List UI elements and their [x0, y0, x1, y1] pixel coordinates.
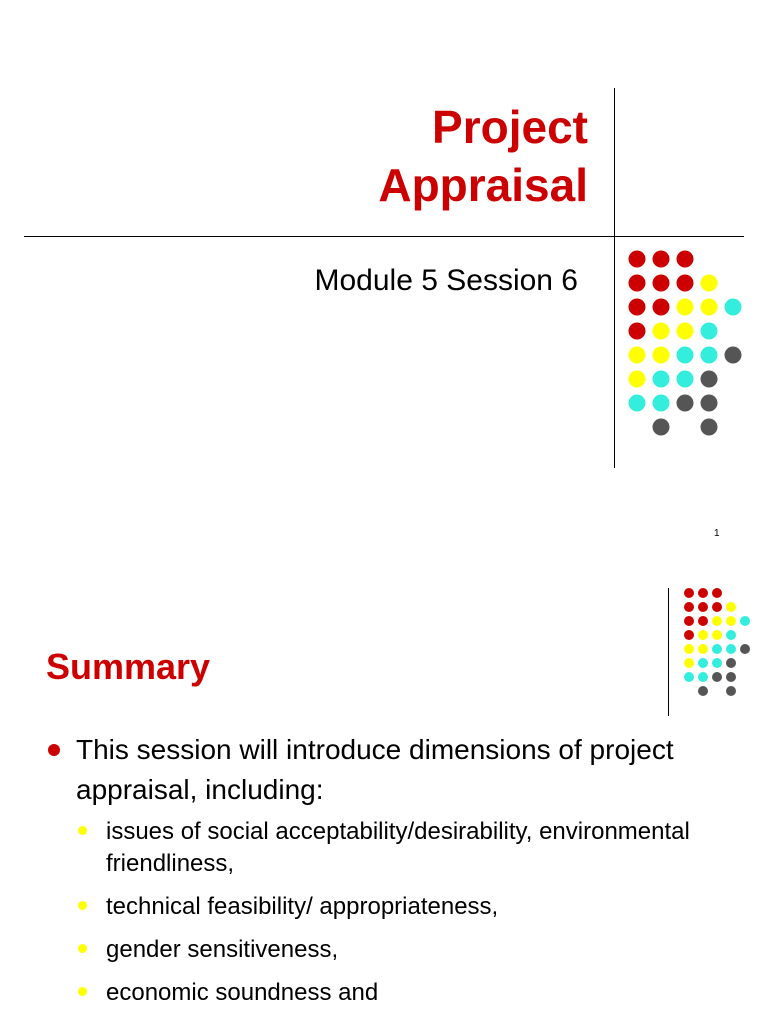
dot-gray: [726, 686, 736, 696]
dot-cyan: [712, 658, 722, 668]
dot-cyan: [677, 347, 694, 364]
dot-gray: [712, 672, 722, 682]
dot-red: [653, 299, 670, 316]
red-bullet-icon: [48, 744, 60, 756]
sub-bullet-item: [76, 816, 706, 880]
dot-yellow: [698, 630, 708, 640]
dot-cyan: [629, 395, 646, 412]
page-number: 1: [714, 528, 720, 539]
dot-red: [629, 323, 646, 340]
dot-yellow: [629, 347, 646, 364]
sub-bullet-text: gender sensitiveness,: [106, 936, 339, 963]
sub-bullet-text: technical feasibility/ appropriateness,: [106, 893, 499, 920]
dot-yellow: [698, 644, 708, 654]
sub-bullet-item: [76, 934, 706, 966]
dot-yellow: [701, 275, 718, 292]
dot-yellow: [726, 602, 736, 612]
dot-gray: [701, 419, 718, 436]
dot-red: [677, 275, 694, 292]
dot-gray: [677, 395, 694, 412]
dot-yellow: [684, 644, 694, 654]
yellow-bullet-icon: [78, 826, 87, 835]
dot-cyan: [698, 658, 708, 668]
sub-bullet-text: issues of social acceptability/desirability, environmental friendliness,: [106, 818, 690, 877]
dot-red: [698, 588, 708, 598]
dot-cyan: [726, 644, 736, 654]
dot-cyan: [726, 630, 736, 640]
dot-red: [712, 588, 722, 598]
title-line-1: Project: [432, 101, 588, 153]
dot-red: [712, 602, 722, 612]
dot-red: [684, 588, 694, 598]
dot-gray: [725, 347, 742, 364]
dot-cyan: [701, 323, 718, 340]
dot-cyan: [725, 299, 742, 316]
dot-yellow: [677, 299, 694, 316]
bullet-item: [46, 730, 716, 1009]
summary-slide: [0, 560, 768, 1024]
dot-gray: [726, 658, 736, 668]
dot-yellow: [653, 323, 670, 340]
dot-red: [684, 630, 694, 640]
dot-cyan: [653, 395, 670, 412]
slide-title: Summary: [46, 646, 211, 687]
dot-gray: [653, 419, 670, 436]
dot-red: [629, 275, 646, 292]
dot-cyan: [653, 371, 670, 388]
dot-yellow: [629, 371, 646, 388]
dot-red: [653, 251, 670, 268]
sub-bullet-list: [76, 816, 716, 1009]
dot-red: [629, 251, 646, 268]
dot-yellow: [726, 616, 736, 626]
sub-bullet-item: [76, 977, 706, 1009]
dot-red: [698, 602, 708, 612]
dot-yellow: [684, 658, 694, 668]
dot-red: [698, 616, 708, 626]
dot-cyan: [712, 644, 722, 654]
dot-cyan: [677, 371, 694, 388]
bullet-text: This session will introduce dimensions of project appraisal, including:: [76, 734, 674, 805]
dot-cyan: [740, 616, 750, 626]
dot-yellow: [712, 616, 722, 626]
slide-subtitle: Module 5 Session 6: [314, 264, 578, 297]
bullet-list: [46, 730, 716, 1020]
dot-red: [629, 299, 646, 316]
dot-gray: [701, 395, 718, 412]
dot-cyan: [684, 672, 694, 682]
dot-red: [684, 602, 694, 612]
dot-yellow: [677, 323, 694, 340]
dot-cyan: [698, 672, 708, 682]
sub-bullet-text: economic soundness and: [106, 979, 379, 1006]
yellow-bullet-icon: [78, 944, 87, 953]
dot-cyan: [701, 347, 718, 364]
title-line-2: Appraisal: [378, 159, 588, 211]
dot-gray: [698, 686, 708, 696]
dot-yellow: [701, 299, 718, 316]
dot-gray: [726, 672, 736, 682]
dot-yellow: [653, 347, 670, 364]
dot-gray: [740, 644, 750, 654]
dot-red: [677, 251, 694, 268]
yellow-bullet-icon: [78, 987, 87, 996]
dot-red: [653, 275, 670, 292]
sub-bullet-item: [76, 891, 706, 923]
dot-red: [684, 616, 694, 626]
dot-yellow: [712, 630, 722, 640]
dot-gray: [701, 371, 718, 388]
yellow-bullet-icon: [78, 901, 87, 910]
